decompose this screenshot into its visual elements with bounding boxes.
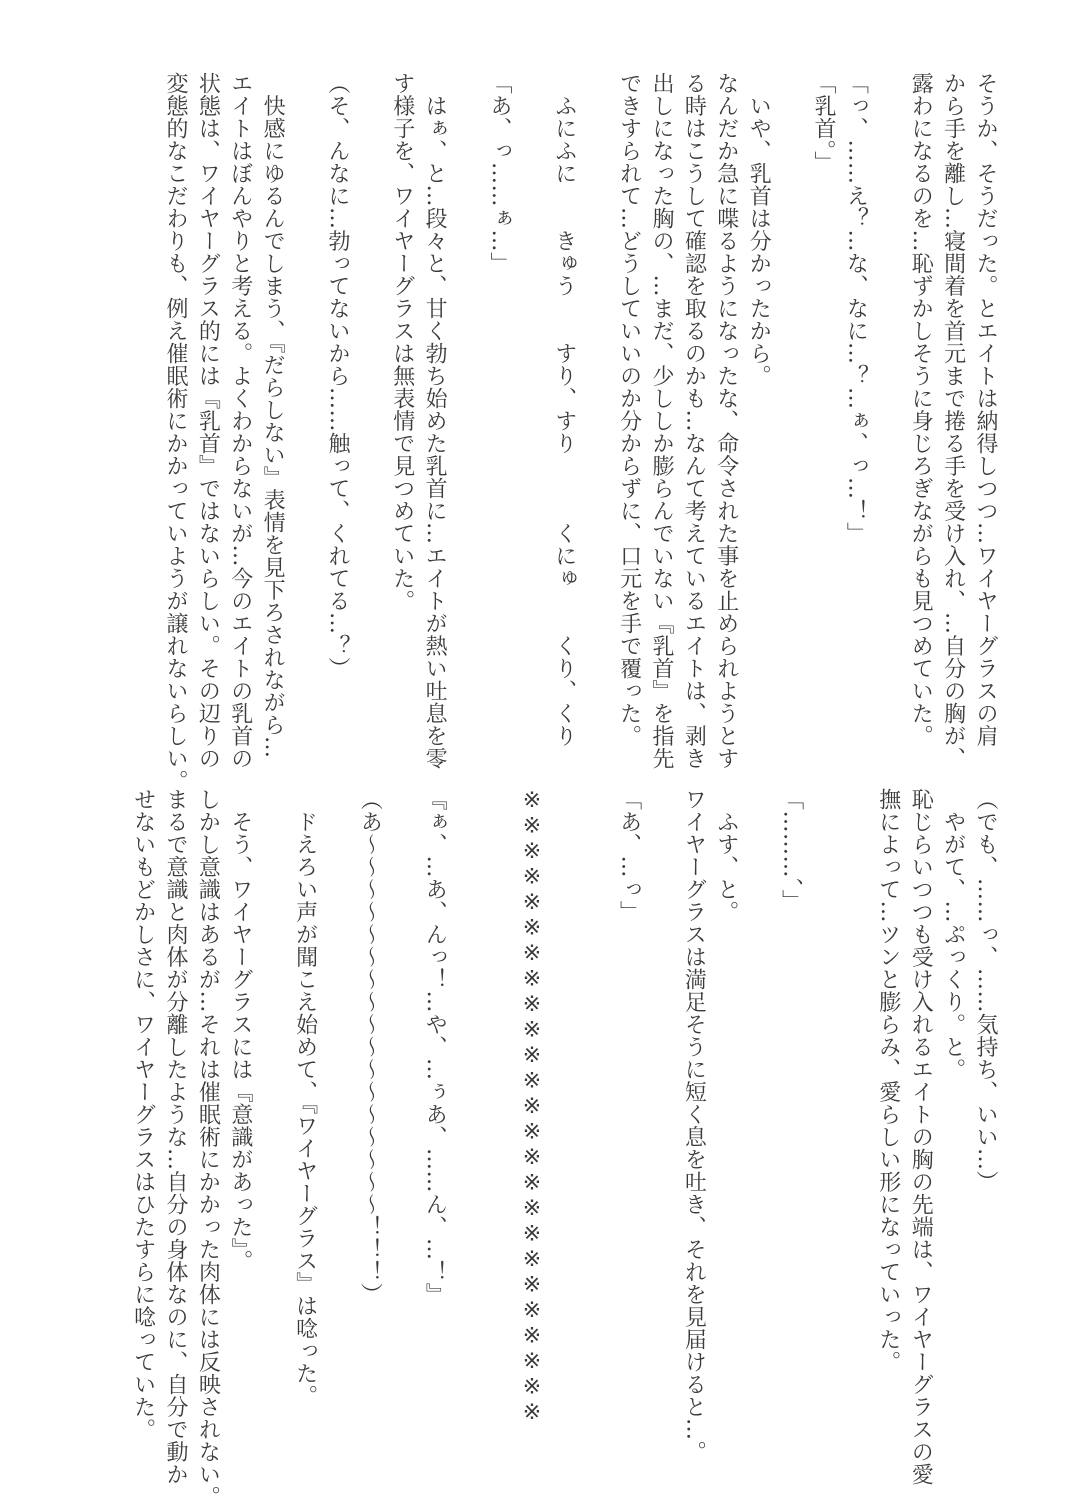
text-line: 「乳首。」 [810, 72, 836, 174]
blank-line [645, 788, 677, 1388]
blank-line [321, 788, 353, 1388]
text-line: まるで意識と肉体が分離したような…自分の身体なのに、自分で動か [163, 788, 189, 1486]
blank-line [580, 72, 612, 762]
blank-line [839, 788, 871, 1388]
text-line: 恥じらいつつも受け入れるエイトの胸の先端は、ワイヤーグラスの愛 [908, 788, 934, 1486]
text-line: ※※※※※※※※※※※※※※※※※※※※※※※※※ [519, 788, 545, 1426]
text-line: 「あ、…っ」 [616, 788, 642, 923]
bottom-text-block [126, 788, 1001, 1508]
text-line: 「………、」 [778, 788, 804, 912]
blank-line [256, 788, 288, 1388]
blank-line [483, 788, 515, 1388]
blank-line [742, 788, 774, 1388]
text-line: ワイヤーグラスは満足そうに短く息を吐き、それを見届けると…。 [681, 788, 707, 1463]
text-line: ふす、と。 [713, 788, 739, 923]
text-line: しかし意識はあるが…それは催眠術にかかった肉体には反映されない。 [195, 788, 221, 1508]
blank-line [871, 72, 903, 762]
text-line: 『ぁ、…あ、んっ！…や、…ぅあ、……ん、…！』 [422, 788, 448, 1306]
blank-line [580, 788, 612, 1388]
text-line: できすられて…どうしていいのか分からずに、口元を手で覆った。 [616, 72, 642, 747]
text-line: 快感にゆるんでしまう、『だらしない』表情を見下ろされながら… [260, 72, 286, 759]
text-line: 露わになるのを…恥ずかしそうに身じろぎながらも見つめていた。 [908, 72, 934, 747]
text-line: る時はこうして確認を取るのかも…なんて考えているエイトは、剥き [681, 72, 707, 770]
text-line: ふにふに きゅう すり、すり くにゅ くり、くり [551, 72, 577, 747]
text-line: せないもどかしさに、ワイヤーグラスはひたすらに唸っていた。 [130, 788, 156, 1441]
blank-line [353, 72, 385, 762]
text-line: から手を離し…寝間着を首元まで捲る手を受け入れ、…自分の胸が、 [940, 72, 966, 770]
text-line: 「っ、……え？…な、なに…？…ぁ、っ…！」 [843, 72, 869, 545]
top-text-block [159, 72, 1001, 792]
blank-line [774, 72, 806, 762]
blank-line [450, 72, 482, 762]
text-line: 撫によって…ツンと膨らみ、愛らしい形になっていった。 [875, 788, 901, 1373]
blank-line [450, 788, 482, 1388]
blank-line [385, 788, 417, 1388]
text-line: 「あ、っ……ぁ…」 [486, 72, 512, 275]
text-line: やがて、…ぷっくり。と。 [940, 788, 966, 1081]
blank-line [547, 788, 579, 1388]
text-line: ドえろい声が聞こえ始めて、『ワイヤーグラス』は唸った。 [292, 788, 318, 1407]
text-line: （そ、んなに…勃ってないから……触って、くれてる…？） [324, 72, 350, 680]
text-line: 変態的なこだわりも、例え催眠術にかかっていようが譲れないらしい。 [162, 72, 188, 792]
text-line: そうか、そうだった。とエイトは納得しつつ…ワイヤーグラスの肩 [973, 72, 998, 747]
text-line: 出しになった胸の、…まだ、少ししか膨らんでいない『乳首』を指先 [648, 72, 674, 770]
text-line: はぁ、と…段々と、甘く勃ち始めた乳首に…エイトが熱い吐息を零 [422, 72, 448, 770]
blank-line [515, 72, 547, 762]
blank-line [807, 788, 839, 1388]
text-line: エイトはぼんやりと考える。よくわからないが…今のエイトの乳首の [227, 72, 253, 770]
text-line: いや、乳首は分かったから。 [746, 72, 772, 387]
text-line: （あ〜〜〜〜〜〜〜〜〜〜〜〜〜〜〜〜〜！！！） [357, 788, 383, 1306]
text-line: 状態は、ワイヤーグラス的には『乳首』ではないらしい。その辺りの [195, 72, 221, 770]
text-line: そう、ワイヤーグラスには『意識があった』。 [227, 788, 253, 1272]
text-line: （でも、……っ、……気持ち、いい…） [973, 788, 998, 1193]
blank-line [288, 72, 320, 762]
text-line: す様子を、ワイヤーグラスは無表情で見つめていた。 [389, 72, 415, 612]
text-line: なんだか急に喋るようになったな、命令された事を止められようとす [713, 72, 739, 770]
